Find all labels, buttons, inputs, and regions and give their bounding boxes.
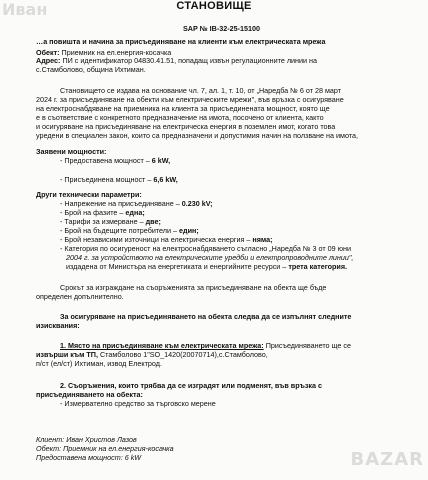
category-line1: - Категория по осигуреност на електроснабдяването съгласно „Наредба № 3 от 09 юни <box>60 244 352 253</box>
adres-row <box>36 56 317 65</box>
requirements-heading: За осигуряване на присъединяването на обекта следва да се изпълнят следните <box>60 312 352 321</box>
para1-line5: и осигуряване на присъединяване на електрическа енергия в поземлен имот, когато това <box>36 122 336 131</box>
tech-item <box>60 235 273 244</box>
srok-line2: определен допълнително. <box>36 292 124 301</box>
section2-item: - Измервателно средство за търговско мерене <box>60 399 216 408</box>
section2-title: 2. Съоръжения, които трябва да се изградят или подменят, във връзка с <box>60 381 322 390</box>
adres-value: ПИ с идентификатор 04830.41.51, попадащ извън регулационните линии на <box>62 56 318 65</box>
power-item <box>60 175 178 184</box>
footer-power: Предоставена мощност: 6 kW <box>36 453 142 462</box>
subject-line: …а повишта и начина за присъединяване на клиенти към електрическата мрежа <box>36 37 326 46</box>
section1-substation-id: Стамболово 1"SO_1420(20070714),с.Стамболово, <box>99 350 268 359</box>
document-title: СТАНОВИЩЕ <box>176 0 252 12</box>
para1-line1: Становището се издава на основание чл. 7, ал. 1, т. 10, от „Наредба № 6 от 28 март <box>60 86 342 95</box>
tech-item-label: - Брой на фазите – <box>60 208 124 217</box>
watermark-top-left: Иван <box>2 0 48 19</box>
requirements-heading-line2: изисквания: <box>36 321 80 330</box>
adres-label: Адрес: <box>36 56 61 65</box>
section1-line3: п/ст (ел/ст) Ихтиман, извод Електрод. <box>36 359 162 368</box>
tech-item-value: 0.230 kV; <box>181 199 213 208</box>
tech-item-label: - Напрежение на присъединяване – <box>60 199 180 208</box>
para1-line3: на електроснабдяване на приемника на клиента за присъединената мощност, която ще <box>36 104 330 113</box>
para1-line2: 2024 г. за присъединяване на обекти към електрическите мрежи", във връзка с осигуряване <box>36 95 344 104</box>
section1-title: 1. Място на присъединяване към електрическата мрежа: <box>60 341 264 350</box>
para1-line4: е в съответствие с конкретното предназначение на имота, посочено от клиента, както <box>36 113 324 122</box>
tech-item-value: една; <box>125 208 145 217</box>
section2-title-line2: присъединяването на обекта: <box>36 390 143 399</box>
section1-line2 <box>36 350 268 359</box>
tech-item <box>60 226 199 235</box>
category-line3-text: издадена от Министъра на енергетиката и енергийните ресурси – <box>66 262 287 271</box>
power-heading: Заявени мощности: <box>36 147 107 156</box>
sap-number: SAP № IB-32-25-15100 <box>183 24 260 33</box>
category-line3 <box>66 262 347 271</box>
tech-item-value: един; <box>179 226 199 235</box>
footer-client: Клиент: Иван Христов Лазов <box>36 435 137 444</box>
section1-text: Присъединяването ще се <box>265 341 351 350</box>
section1-title-row <box>60 341 351 350</box>
power-item-value: 6 kW, <box>151 156 171 165</box>
category-value: трета категория. <box>288 262 348 271</box>
power-item <box>60 156 170 165</box>
obekt-value: Приемник на ел.енергия-косачка <box>61 48 172 57</box>
tech-item-value: няма; <box>252 235 273 244</box>
power-item-value: 6,6 kW, <box>153 175 178 184</box>
section1-substation: извърши към ТП, <box>36 350 98 359</box>
tech-item-label: - Тарифи за измерване – <box>60 217 144 226</box>
tech-item-label: - Брой независими източници на електрическа енергия – <box>60 235 251 244</box>
footer-object: Обект: Приемник на ел.енергия-косачка <box>36 444 174 453</box>
tech-item <box>60 199 213 208</box>
para1-line6: уредени в специален закон, които са предназначени и допустимия начин на ползване на имота, <box>36 131 358 140</box>
watermark-bottom-right: BAZAR <box>350 449 424 470</box>
tech-item <box>60 217 161 226</box>
srok-line1: Срокът за изграждане на съоръженията за присъединяване на обекта ще бъде <box>60 283 327 292</box>
tech-item <box>60 208 145 217</box>
obekt-label: Обект: <box>36 48 60 57</box>
tech-item-value: две; <box>145 217 161 226</box>
category-line2: 2004 г. за устройството на електрическите уредби и електропроводните линии", <box>66 253 354 262</box>
power-item-label: - Присъединена мощност – <box>60 175 152 184</box>
power-item-label: - Предоставена мощност – <box>60 156 150 165</box>
tech-item-label: - Брой на бъдещите потребители – <box>60 226 178 235</box>
adres-value-line2: с.Стамболово, община Ихтиман. <box>36 65 146 74</box>
tech-heading: Други технически параметри: <box>36 190 142 199</box>
